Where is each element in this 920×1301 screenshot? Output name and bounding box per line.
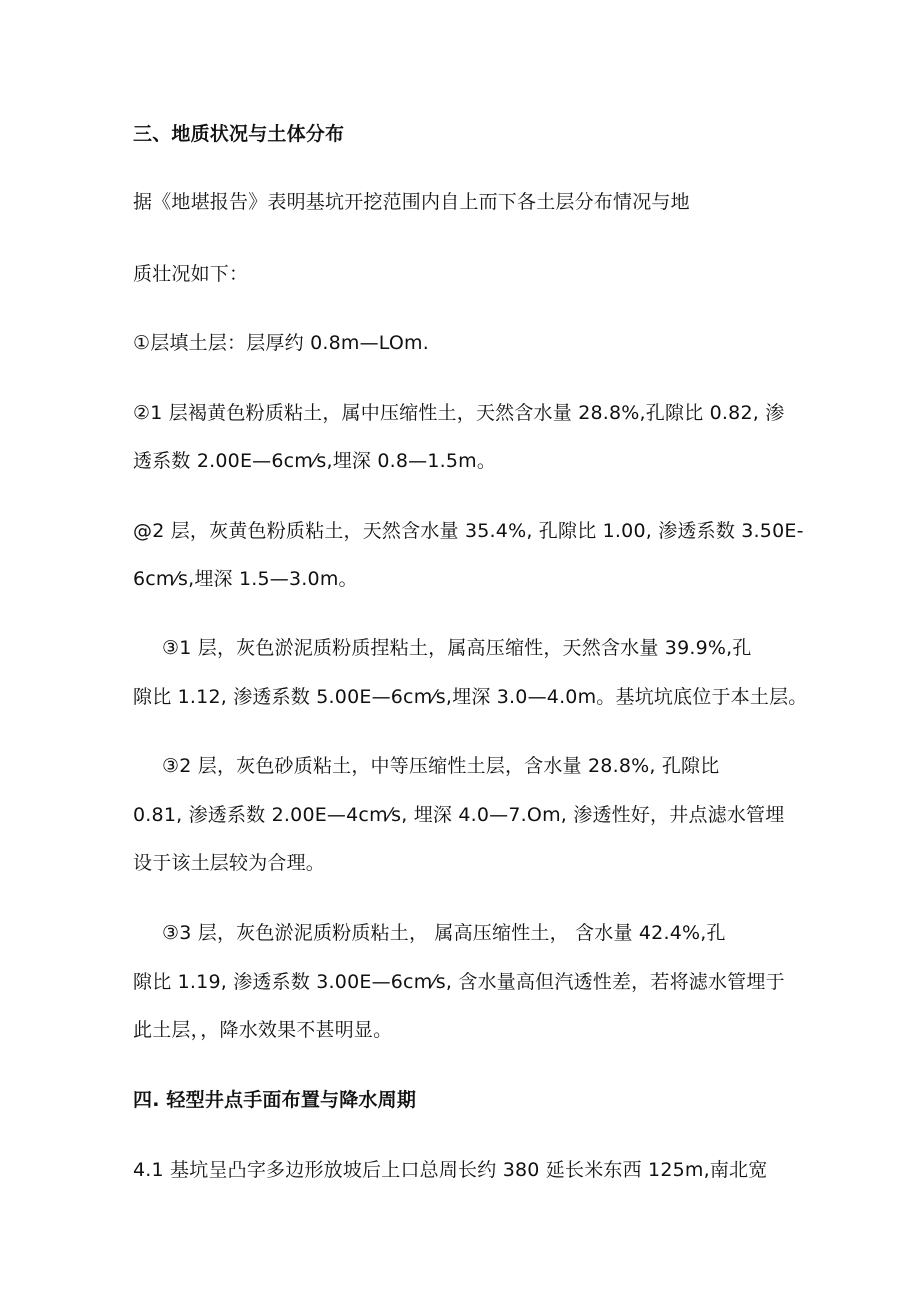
layer-3-3-line-3: 此土层，，降水效果不甚明显。 xyxy=(133,1019,393,1041)
layer-2-1-line-1: ②1 层褐黄色粉质粘土，属中压缩性土，天然含水量 28.8%,孔隙比 0.82, 渗 xyxy=(133,402,785,424)
layer-3-1-line-2: 隙比 1.12, 渗透系数 5.00E—6cm⁄s,埋深 3.0—4.0m。基坑坑底位于本土层。 xyxy=(133,686,808,708)
layer-3-3-line-2: 隙比 1.19, 渗透系数 3.00E—6cm⁄s, 含水量高但汽透性差，若将滤水管埋于 xyxy=(133,971,785,993)
layer-3-3-line-1: ③3 层，灰色淤泥质粉质粘土， 属高压缩性土， 含水量 42.4%,孔 xyxy=(162,922,726,944)
layer-1-line-1: ①层填土层：层厚约 0.8m—LOm. xyxy=(133,332,430,354)
section-3-heading: 三、地质状况与土体分布 xyxy=(133,123,345,145)
layer-3-2-line-1: ③2 层，灰色砂质粘土，中等压缩性土层，含水量 28.8%, 孔隙比 xyxy=(162,755,720,777)
intro-line-2: 质壮况如下： xyxy=(133,263,249,285)
section-4-para-line-1: 4.1 基坑呈凸字多边形放坡后上口总周长约 380 延长米东西 125m,南北宽 xyxy=(133,1159,768,1181)
layer-2-2-line-2: 6cm⁄s,埋深 1.5—3.0m。 xyxy=(133,568,358,590)
layer-3-2-line-2: 0.81, 渗透系数 2.00E—4cm⁄s, 埋深 4.0—7.Om, 渗透性好，井点滤水管埋 xyxy=(133,804,785,826)
layer-2-1-line-2: 透系数 2.00E—6cm⁄s,埋深 0.8—1.5m。 xyxy=(133,450,497,472)
layer-3-2-line-3: 设于该土层较为合理。 xyxy=(133,852,326,874)
section-4-heading: 四. 轻型井点手面布置与降水周期 xyxy=(133,1089,417,1111)
layer-2-2-line-1: @2 层，灰黄色粉质粘土，天然含水量 35.4%, 孔隙比 1.00, 渗透系数 3.50E- xyxy=(133,520,804,542)
layer-3-1-line-1: ③1 层，灰色淤泥质粉质捏粘土，属高压缩性，天然含水量 39.9%,孔 xyxy=(162,637,752,659)
intro-line-1: 据《地堪报告》表明基坑开挖范围内自上而下各土层分布情况与地 xyxy=(133,191,690,213)
